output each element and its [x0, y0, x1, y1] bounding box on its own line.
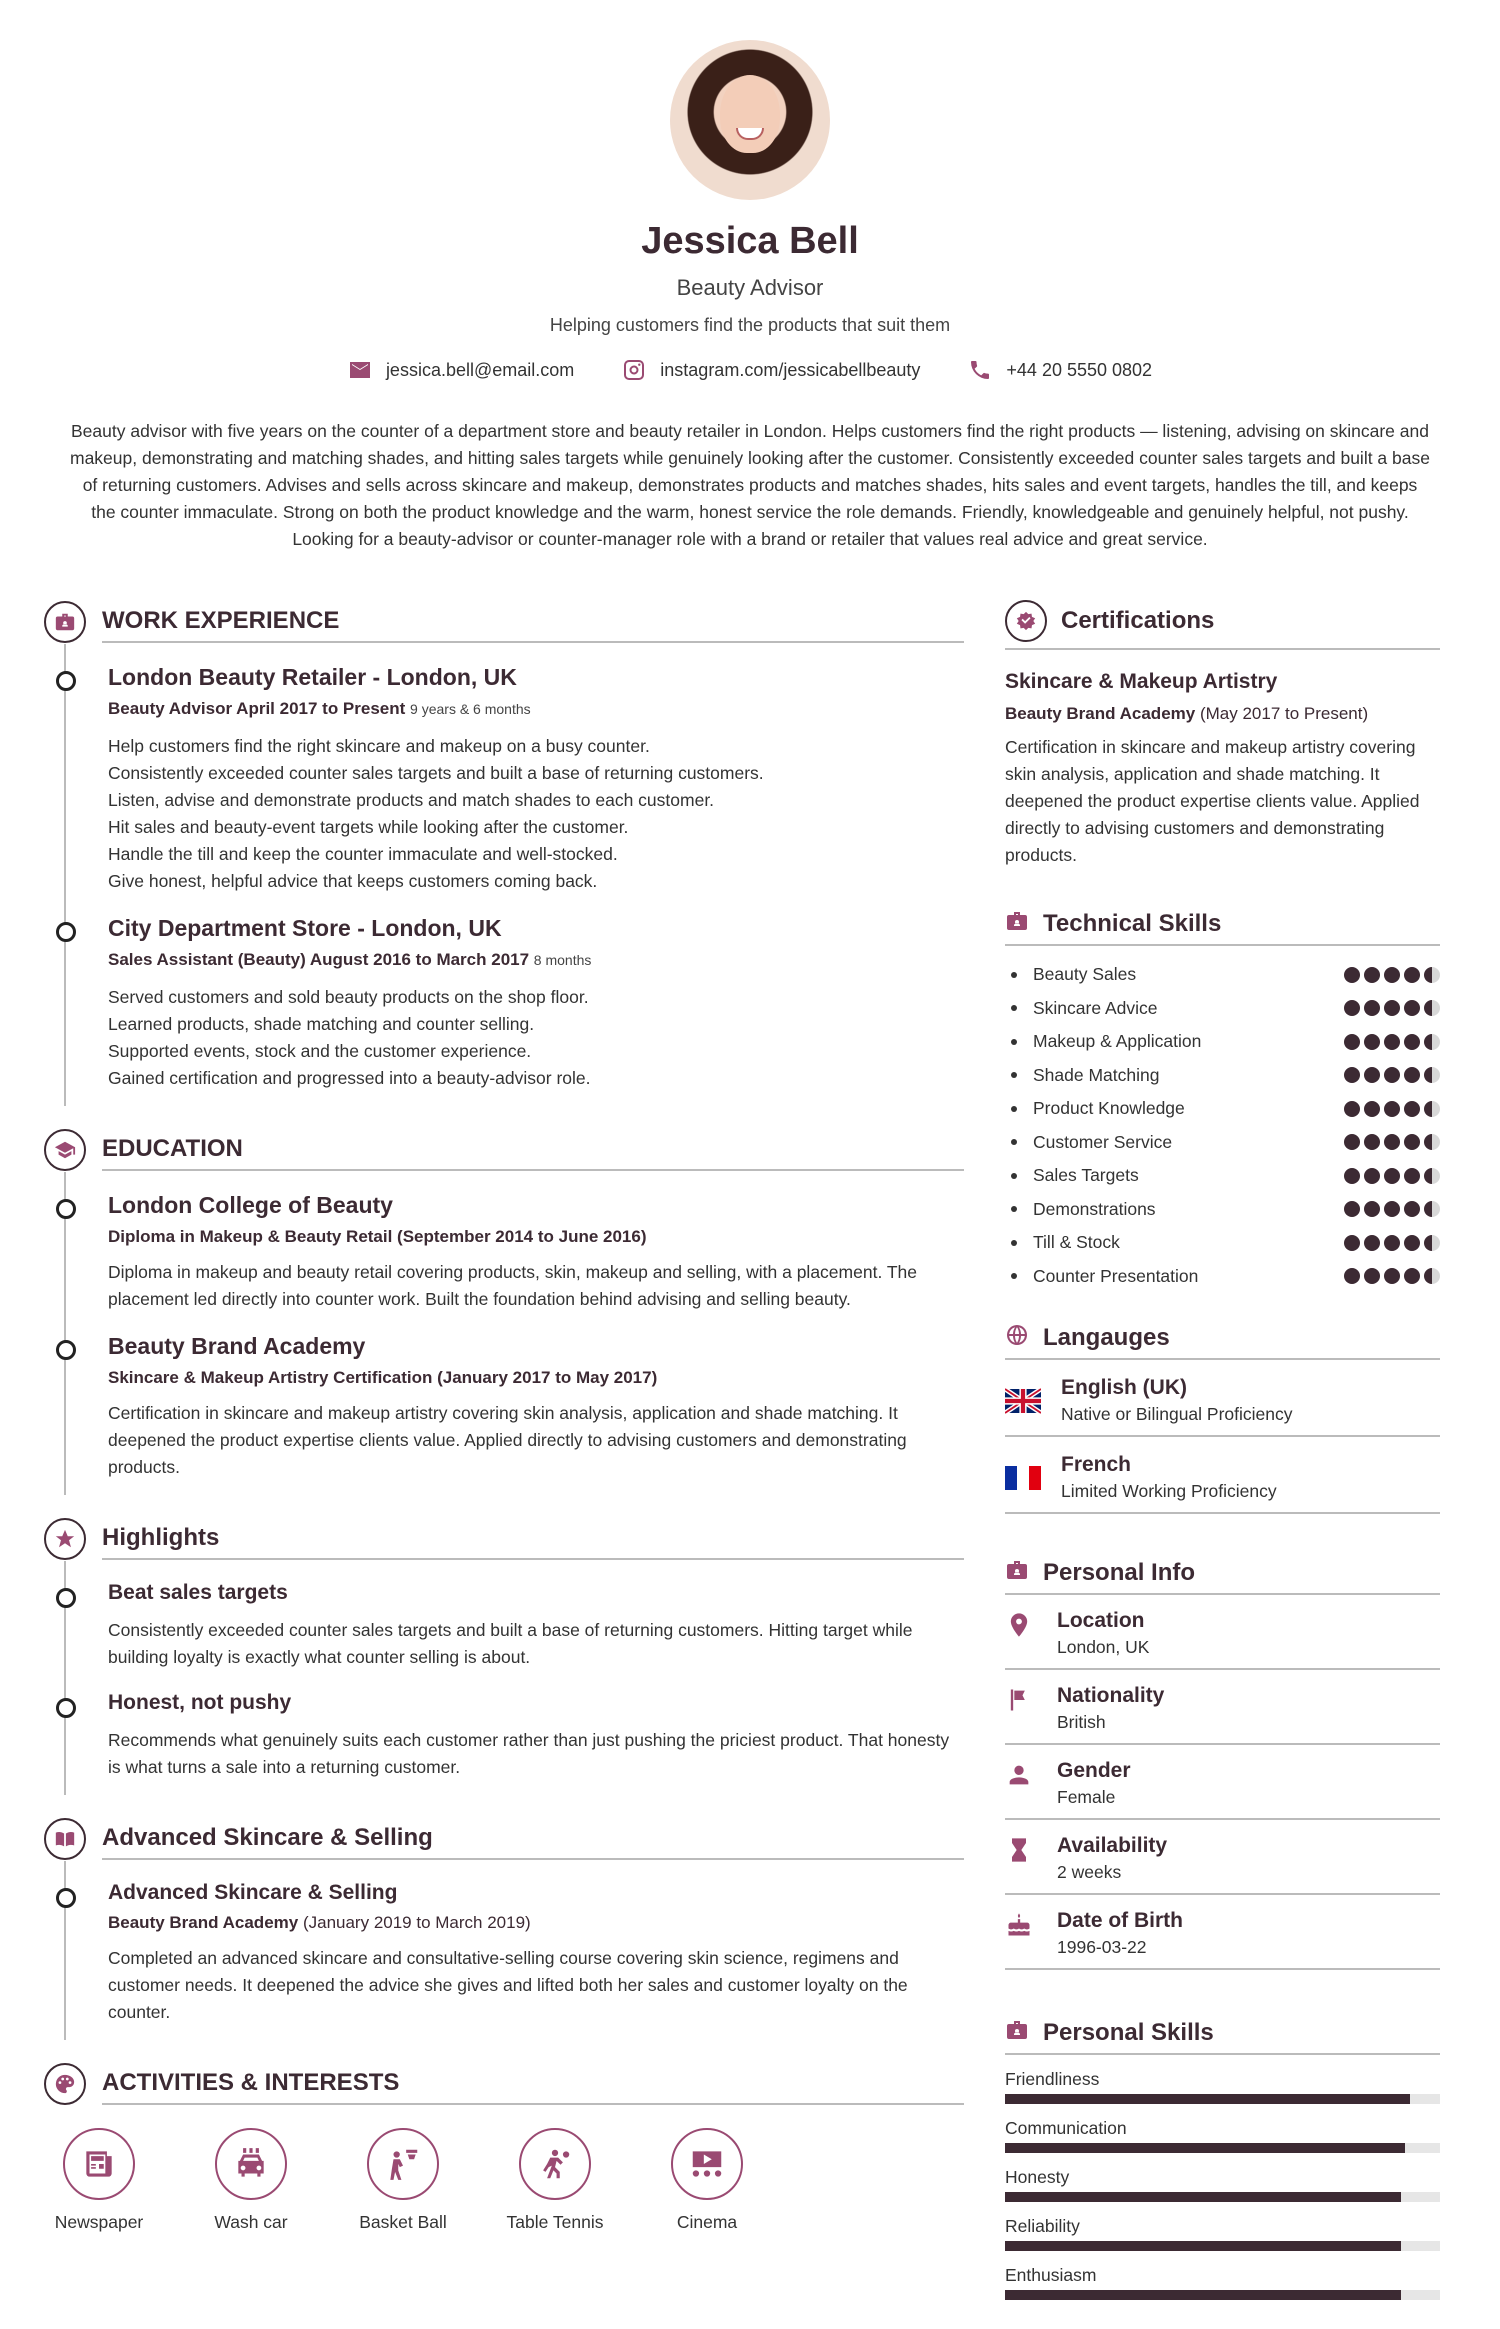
duty-line: Consistently exceeded counter sales targets and built a base of returning customers.: [108, 763, 764, 783]
skill-level-bar: [1005, 2290, 1440, 2300]
contact-instagram[interactable]: [622, 358, 920, 382]
technical-skill-item: [1005, 1025, 1440, 1059]
personal-skill-name: Communication: [1005, 2118, 1127, 2138]
skill-rating: [1344, 1235, 1440, 1251]
contact-email[interactable]: [348, 358, 574, 382]
rating-dot: [1364, 1168, 1380, 1184]
section-title: Personal Info: [1043, 1558, 1196, 1586]
info-label: Date of Birth: [1057, 1909, 1183, 1932]
phone-text: +44 20 5550 0802: [1006, 359, 1153, 380]
phone-icon: [968, 358, 992, 382]
info-label: Gender: [1057, 1759, 1131, 1782]
france-flag-icon: [1005, 1465, 1041, 1491]
rating-dot: [1404, 1067, 1420, 1083]
activity-item: [500, 2128, 610, 2233]
technical-skill-item: [1005, 1193, 1440, 1227]
skill-level-bar: [1005, 2241, 1440, 2251]
left-column: [44, 600, 964, 2233]
rating-dot: [1404, 1201, 1420, 1217]
hourglass-icon: [1005, 1836, 1033, 1864]
candidate-role: Beauty Advisor: [676, 275, 824, 300]
email-icon: [348, 358, 372, 382]
technical-skill-item: [1005, 1159, 1440, 1193]
rating-dot: [1364, 1134, 1380, 1150]
rating-dot: [1344, 1000, 1360, 1016]
activity-label: Newspaper: [54, 2212, 144, 2232]
newspaper-icon: [63, 2128, 135, 2200]
badge-check-icon: [1005, 600, 1047, 642]
technical-skills-section: [1005, 909, 1440, 1293]
rating-dot: [1364, 1101, 1380, 1117]
candidate-name: Jessica Bell: [641, 220, 859, 262]
info-label: Nationality: [1057, 1684, 1165, 1707]
flag-icon: [1005, 1686, 1033, 1714]
section-title: Langauges: [1043, 1323, 1170, 1351]
person-icon: [1005, 1761, 1033, 1789]
rating-dot: [1364, 1000, 1380, 1016]
rating-dot: [1404, 1034, 1420, 1050]
rating-dot: [1384, 1034, 1400, 1050]
id-badge-icon: [1005, 2018, 1029, 2047]
skill-rating: [1344, 1201, 1440, 1217]
info-label: Availability: [1057, 1834, 1168, 1857]
rating-dot: [1404, 967, 1420, 983]
education-description: Certification in skincare and makeup artistry covering skin analysis, application and shade matching. It deepened the product expertise clients value. Applied directly to advising customers and demonstrating products.: [108, 1403, 907, 1477]
rating-dot: [1344, 1201, 1360, 1217]
rating-dot: [1424, 1101, 1440, 1117]
personal-skill-name: Reliability: [1005, 2216, 1080, 2236]
email-text: jessica.bell@email.com: [385, 359, 575, 380]
activity-label: Wash car: [214, 2212, 288, 2232]
highlights-section: [44, 1517, 964, 1795]
rating-dot: [1404, 1000, 1420, 1016]
contact-phone[interactable]: [968, 358, 1152, 382]
duty-line: Handle the till and keep the counter immaculate and well-stocked.: [108, 844, 618, 864]
skill-name: Sales Targets: [1005, 1165, 1139, 1186]
rating-dot: [1384, 1067, 1400, 1083]
technical-skill-item: [1005, 992, 1440, 1026]
globe-icon: [1005, 1323, 1029, 1352]
skill-name: Product Knowledge: [1005, 1098, 1185, 1119]
language-name: English (UK): [1061, 1376, 1187, 1399]
timeline-dot: [56, 1888, 76, 1908]
car-wash-icon: [215, 2128, 287, 2200]
language-level: Limited Working Proficiency: [1061, 1481, 1277, 1501]
activity-label: Cinema: [676, 2212, 738, 2232]
duty-line: Listen, advise and demonstrate products and match shades to each customer.: [108, 790, 715, 810]
skill-rating: [1344, 1168, 1440, 1184]
section-title: Personal Skills: [1043, 2018, 1214, 2046]
certification-title: Skincare & Makeup Artistry: [1005, 670, 1278, 693]
info-value: British: [1057, 1712, 1106, 1732]
personal-skill-name: Honesty: [1005, 2167, 1070, 2187]
uk-flag-icon: [1005, 1388, 1041, 1414]
info-value: Female: [1057, 1787, 1116, 1807]
rating-dot: [1404, 1168, 1420, 1184]
skill-level-bar: [1005, 2094, 1440, 2104]
certification-description: Certification in skincare and makeup artistry covering skin analysis, application and shade matching. It deepened the product expertise clients value. Applied directly to advising customers and demonstrating products.: [1005, 737, 1420, 865]
rating-dot: [1424, 1000, 1440, 1016]
personal-skill-item: [1005, 2265, 1440, 2300]
rating-dot: [1404, 1235, 1420, 1251]
job-company: City Department Store - London, UK: [108, 915, 502, 941]
job-position: Beauty Advisor April 2017 to Present 9 years & 6 months: [108, 699, 531, 718]
rating-dot: [1384, 1101, 1400, 1117]
profile-summary: Beauty advisor with five years on the counter of a department store and beauty retailer in London. Helps customers find the right products — listening, advising on skincare and makeup, demonstrating and matching shades, and hitting sales targets while genuinely looking after the customer. Consistently exceeded counter sales targets and built a base of returning customers. Advises and sells across skincare and makeup, demonstrates products and matches shades, hits sales and event targets, handles the till, and keeps the counter immaculate. Strong on both the product knowledge and the warm, honest service the role demands. Friendly, knowledgeable and genuinely helpful, not pushy. Looking for a beauty-advisor or counter-manager role with a brand or retailer that values real advice and great service.: [70, 421, 1430, 549]
right-column: [1005, 600, 1440, 2314]
contact-row: [0, 358, 1500, 382]
duty-line: Served customers and sold beauty products on the shop floor.: [108, 987, 589, 1007]
course-description: Completed an advanced skincare and consultative-selling course covering skin science, regimens and customer needs. It deepened the advice she gives and lifted both her sales and customer loyalty on the counter.: [108, 1948, 908, 2022]
instagram-icon: [622, 358, 646, 382]
skill-rating: [1344, 1134, 1440, 1150]
section-title: Certifications: [1061, 607, 1215, 634]
rating-dot: [1384, 1168, 1400, 1184]
rating-dot: [1364, 1201, 1380, 1217]
location-pin-icon: [1005, 1611, 1033, 1639]
rating-dot: [1344, 1168, 1360, 1184]
job-position: Sales Assistant (Beauty) August 2016 to March 2017 8 months: [108, 950, 592, 969]
rating-dot: [1424, 967, 1440, 983]
highlight-entry: [108, 1671, 964, 1781]
activity-label: Table Tennis: [506, 2212, 604, 2232]
course-section: [44, 1817, 964, 2040]
course-entry: [108, 1861, 964, 2026]
rating-dot: [1344, 967, 1360, 983]
rating-dot: [1364, 967, 1380, 983]
graduation-cap-icon: [44, 1129, 86, 1171]
activity-item: [196, 2128, 306, 2233]
skill-name: Demonstrations: [1005, 1199, 1156, 1220]
technical-skill-item: [1005, 1092, 1440, 1126]
rating-dot: [1424, 1201, 1440, 1217]
certification-org: Beauty Brand Academy (May 2017 to Present): [1005, 704, 1369, 723]
personal-info-gender: [1005, 1745, 1440, 1820]
id-card-icon: [1005, 1558, 1029, 1587]
highlight-title: Beat sales targets: [108, 1581, 288, 1604]
personal-info-birthdate: [1005, 1895, 1440, 1970]
job-duration: 8 months: [533, 952, 592, 968]
technical-skills-list: [1005, 958, 1440, 1293]
section-title: Technical Skills: [1043, 909, 1222, 937]
book-icon: [44, 1818, 86, 1860]
school-name: London College of Beauty: [108, 1192, 393, 1218]
palette-icon: [44, 2063, 86, 2105]
rating-dot: [1424, 1268, 1440, 1284]
skill-rating: [1344, 1268, 1440, 1284]
profile-photo: [670, 40, 830, 200]
job-duration: 9 years & 6 months: [410, 701, 531, 717]
section-title: EDUCATION: [102, 1135, 964, 1171]
skill-rating: [1344, 1034, 1440, 1050]
info-label: Location: [1057, 1609, 1145, 1632]
activity-label: Basket Ball: [359, 2212, 447, 2232]
rating-dot: [1424, 1034, 1440, 1050]
section-title: ACTIVITIES & INTERESTS: [102, 2069, 964, 2105]
skill-rating: [1344, 1000, 1440, 1016]
education-entry: [108, 1313, 964, 1481]
duty-line: Gained certification and progressed into a beauty-advisor role.: [108, 1068, 591, 1088]
skill-rating: [1344, 1067, 1440, 1083]
highlight-title: Honest, not pushy: [108, 1691, 292, 1714]
job-duties: [108, 733, 964, 895]
duty-line: Help customers find the right skincare and makeup on a busy counter.: [108, 736, 650, 756]
rating-dot: [1404, 1134, 1420, 1150]
basketball-icon: [367, 2128, 439, 2200]
personal-skill-item: [1005, 2216, 1440, 2251]
skill-name: Skincare Advice: [1005, 998, 1158, 1019]
briefcase-icon: [44, 601, 86, 643]
personal-skill-name: Friendliness: [1005, 2069, 1100, 2089]
highlight-description: Consistently exceeded counter sales targets and built a base of returning customers. Hitting target while building loyalty is exactly what counter selling is about.: [108, 1620, 913, 1667]
personal-info-location: [1005, 1595, 1440, 1670]
skill-rating: [1344, 1101, 1440, 1117]
rating-dot: [1384, 1134, 1400, 1150]
personal-info-nationality: [1005, 1670, 1440, 1745]
personal-info-availability: [1005, 1820, 1440, 1895]
candidate-tagline: Helping customers find the products that suit them: [549, 315, 951, 335]
highlight-entry: [108, 1561, 964, 1671]
info-value: 2 weeks: [1057, 1862, 1122, 1882]
skill-rating: [1344, 967, 1440, 983]
languages-section: [1005, 1323, 1440, 1514]
rating-dot: [1344, 1268, 1360, 1284]
instagram-text: instagram.com/jessicabellbeauty: [660, 359, 921, 380]
highlight-description: Recommends what genuinely suits each customer rather than just pushing the priciest product. That honesty is what turns a sale into a returning customer.: [108, 1730, 950, 1777]
personal-skill-name: Enthusiasm: [1005, 2265, 1097, 2285]
skill-name: Till & Stock: [1005, 1232, 1120, 1253]
info-value: 1996-03-22: [1057, 1937, 1147, 1957]
skill-name: Beauty Sales: [1005, 964, 1136, 985]
timeline-dot: [56, 1698, 76, 1718]
timeline-dot: [56, 671, 76, 691]
rating-dot: [1404, 1101, 1420, 1117]
rating-dot: [1424, 1067, 1440, 1083]
degree-name: Skincare & Makeup Artistry Certification (January 2017 to May 2017): [108, 1368, 658, 1387]
rating-dot: [1344, 1235, 1360, 1251]
course-org: Beauty Brand Academy (January 2019 to March 2019): [108, 1913, 531, 1932]
certification-dates: (May 2017 to Present): [1199, 704, 1369, 723]
activity-item: [348, 2128, 458, 2233]
skill-level-fill: [1005, 2094, 1410, 2104]
language-item: [1005, 1360, 1440, 1437]
rating-dot: [1384, 967, 1400, 983]
rating-dot: [1344, 1101, 1360, 1117]
skill-level-bar: [1005, 2192, 1440, 2202]
timeline-dot: [56, 1340, 76, 1360]
rating-dot: [1404, 1268, 1420, 1284]
rating-dot: [1384, 1000, 1400, 1016]
section-title: Advanced Skincare & Selling: [102, 1824, 964, 1860]
course-dates: (January 2019 to March 2019): [302, 1913, 531, 1932]
rating-dot: [1424, 1235, 1440, 1251]
timeline-dot: [56, 1199, 76, 1219]
technical-skill-item: [1005, 1226, 1440, 1260]
course-title: Advanced Skincare & Selling: [108, 1881, 398, 1904]
rating-dot: [1384, 1201, 1400, 1217]
school-name: Beauty Brand Academy: [108, 1333, 366, 1359]
degree-name: Diploma in Makeup & Beauty Retail (September 2014 to June 2016): [108, 1227, 647, 1246]
job-company: London Beauty Retailer - London, UK: [108, 664, 517, 690]
skill-level-fill: [1005, 2143, 1405, 2153]
rating-dot: [1344, 1034, 1360, 1050]
cake-icon: [1005, 1911, 1033, 1939]
job-duties: [108, 984, 964, 1092]
activities-list: [44, 2128, 964, 2233]
rating-dot: [1424, 1168, 1440, 1184]
timeline-dot: [56, 1588, 76, 1608]
activity-item: [652, 2128, 762, 2233]
personal-skill-item: [1005, 2069, 1440, 2104]
personal-skill-item: [1005, 2167, 1440, 2202]
timeline-dot: [56, 922, 76, 942]
skill-level-bar: [1005, 2143, 1440, 2153]
star-icon: [44, 1518, 86, 1560]
resume-header: [0, 40, 1500, 382]
skill-name: Counter Presentation: [1005, 1266, 1198, 1287]
personal-skill-item: [1005, 2118, 1440, 2153]
duty-line: Supported events, stock and the customer experience.: [108, 1041, 532, 1061]
work-experience-section: [44, 600, 964, 1106]
language-name: French: [1061, 1453, 1132, 1476]
job-entry: [108, 895, 964, 1092]
info-value: London, UK: [1057, 1637, 1150, 1657]
certifications-section: [1005, 600, 1440, 869]
duty-line: Give honest, helpful advice that keeps customers coming back.: [108, 871, 598, 891]
skill-name: Customer Service: [1005, 1132, 1172, 1153]
rating-dot: [1364, 1067, 1380, 1083]
education-entry: [108, 1172, 964, 1313]
rating-dot: [1424, 1134, 1440, 1150]
duty-line: Learned products, shade matching and counter selling.: [108, 1014, 535, 1034]
rating-dot: [1344, 1134, 1360, 1150]
skill-name: Shade Matching: [1005, 1065, 1159, 1086]
rating-dot: [1364, 1235, 1380, 1251]
personal-skills-list: [1005, 2069, 1440, 2300]
skill-level-fill: [1005, 2192, 1401, 2202]
duty-line: Hit sales and beauty-event targets while looking after the customer.: [108, 817, 629, 837]
education-description: Diploma in makeup and beauty retail covering products, skin, makeup and selling, with a placement. The placement led directly into counter work. Built the foundation behind advising and selling beauty.: [108, 1262, 918, 1309]
rating-dot: [1384, 1268, 1400, 1284]
technical-skill-item: [1005, 1126, 1440, 1160]
personal-info-section: [1005, 1558, 1440, 1970]
table-tennis-icon: [519, 2128, 591, 2200]
skill-name: Makeup & Application: [1005, 1031, 1201, 1052]
cinema-icon: [671, 2128, 743, 2200]
rating-dot: [1384, 1235, 1400, 1251]
activity-item: [44, 2128, 154, 2233]
technical-skill-item: [1005, 1059, 1440, 1093]
job-entry: [108, 644, 964, 895]
rating-dot: [1364, 1034, 1380, 1050]
rating-dot: [1344, 1067, 1360, 1083]
personal-skills-section: [1005, 2018, 1440, 2300]
language-level: Native or Bilingual Proficiency: [1061, 1404, 1293, 1424]
education-section: [44, 1128, 964, 1495]
activities-section: [44, 2062, 964, 2233]
skill-level-fill: [1005, 2290, 1401, 2300]
language-item: [1005, 1437, 1440, 1514]
technical-skill-item: [1005, 958, 1440, 992]
technical-skill-item: [1005, 1260, 1440, 1294]
section-title: WORK EXPERIENCE: [102, 607, 964, 643]
skill-level-fill: [1005, 2241, 1401, 2251]
section-title: Highlights: [102, 1524, 964, 1560]
rating-dot: [1364, 1268, 1380, 1284]
id-badge-icon: [1005, 909, 1029, 938]
